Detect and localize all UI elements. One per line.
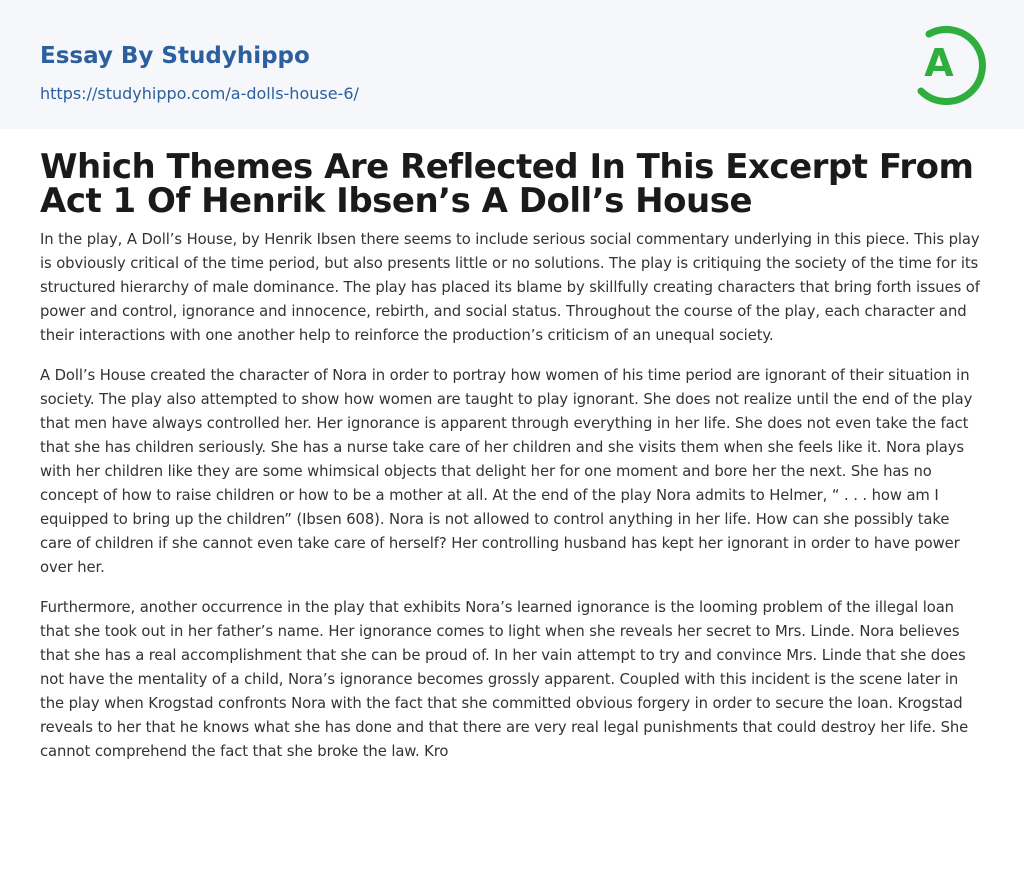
brand-title[interactable]: Essay By Studyhippo	[40, 43, 310, 69]
essay-paragraph-1: In the play, A Doll’s House, by Henrik Ibsen there seems to include serious social commentary underlying in this piece. This play is obviously critical of the time period, but also presents little or no solutions. The play is critiquing the society of the time for its structured hierarchy of male dominance. The play has placed its blame by skillfully creating characters that bring forth issues of power and control, ignorance and innocence, rebirth, and social status. Throughout the course of the play, each character and their interactions with one another help to reinforce the production’s criticism of an unequal society.	[40, 231, 980, 344]
logo-letter: A	[924, 41, 954, 85]
source-url-link[interactable]: https://studyhippo.com/a-dolls-house-6/	[40, 84, 359, 103]
essay-paragraph-3: Furthermore, another occurrence in the play that exhibits Nora’s learned ignorance is the looming problem of the illegal loan that she took out in her father’s name. Her ignorance comes to light when she reveals her secret to Mrs. Linde. Nora believes that she has a real accomplishment that she can be proud of. In her vain attempt to try and convince Mrs. Linde that she does not have the mentality of a child, Nora’s ignorance becomes grossly apparent. Coupled with this incident is the scene later in the play when Krogstad confronts Nora with the fact that she committed obvious forgery in order to secure the loan. Krogstad reveals to her that he knows what she has done and that there are very real legal punishments that could destroy her life. She cannot comprehend the fact that she broke the law. Kro	[40, 599, 969, 760]
essay-paragraph-2: A Doll’s House created the character of Nora in order to portray how women of his time period are ignorant of their situation in society. The play also attempted to show how women are taught to play ignorant. She does not realize until the end of the play that men have always controlled her. Her ignorance is apparent through everything in her life. She does not even take the fact that she has children seriously. She has a nurse take care of her children and she visits them when she feels like it. Nora plays with her children like they are some whimsical objects that delight her for one moment and bore her the next. She has no concept of how to raise children or how to be a mother at all. At the end of the play Nora admits to Helmer, “ . . . how am I equipped to bring up the children” (Ibsen 608). Nora is not allowed to control anything in her life. How can she possibly take care of children if she cannot even take care of herself? Her controlling husband has kept her ignorant in order to have power over her.	[40, 367, 973, 576]
essay-title: Which Themes Are Reflected In This Excerpt From Act 1 Of Henrik Ibsen’s A Doll’s House	[40, 147, 974, 221]
essay-article	[40, 147, 984, 780]
site-header	[0, 0, 1024, 129]
essay-body	[40, 228, 984, 764]
studyhippo-logo-icon[interactable]	[912, 18, 986, 106]
